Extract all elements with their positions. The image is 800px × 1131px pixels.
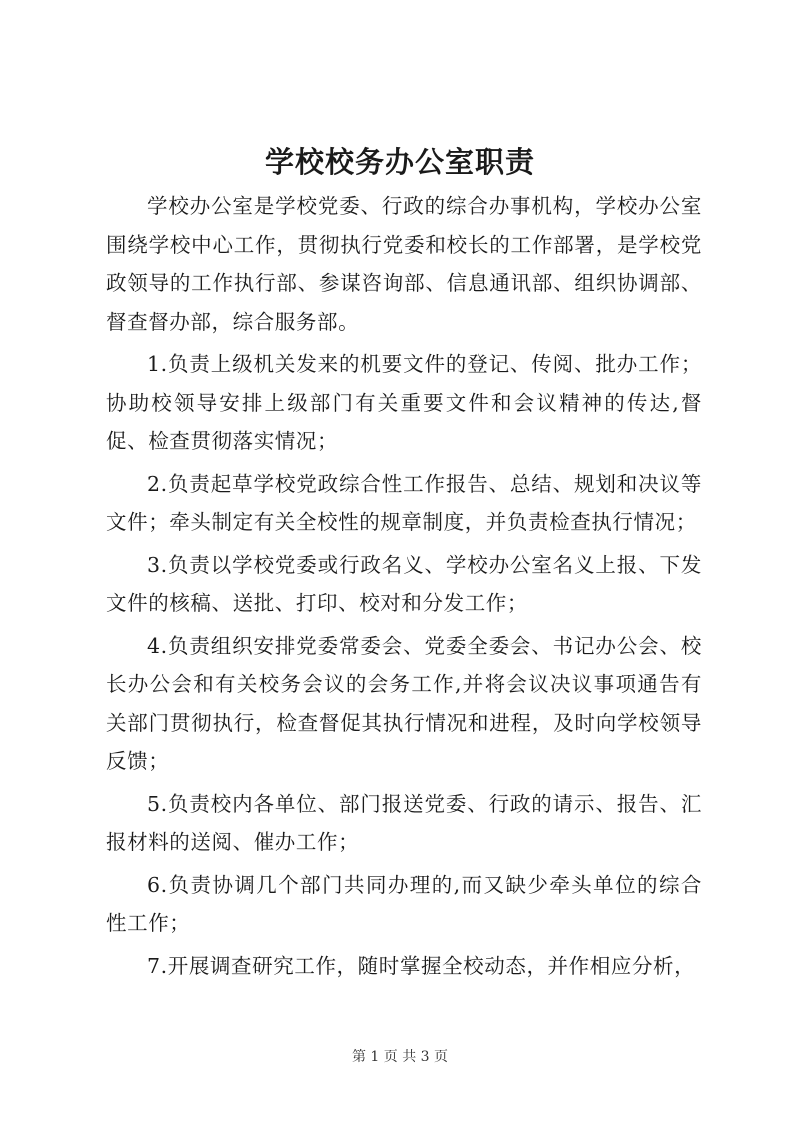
paragraph-item-3: 3.负责以学校党委或行政名义、学校办公室名义上报、下发文件的核稿、送批、打印、校对和分发工作； xyxy=(106,552,702,615)
document-title: 学校校务办公室职责 xyxy=(264,145,535,179)
document-body xyxy=(106,187,702,989)
paragraph-item-2: 2.负责起草学校党政综合性工作报告、总结、规划和决议等文件；牵头制定有关全校性的规章制度，并负责检查执行情况； xyxy=(106,471,702,534)
paragraph-item-4: 4.负责组织安排党委常委会、党委全委会、书记办公会、校长办公会和有关校务会议的会务工作,并将会议决议事项通告有关部门贯彻执行，检查督促其执行情况和进程，及时向学校领导反馈； xyxy=(106,633,702,773)
paragraph-intro: 学校办公室是学校党委、行政的综合办事机构，学校办公室围绕学校中心工作，贯彻执行党委和校长的工作部署，是学校党政领导的工作执行部、参谋咨询部、信息通讯部、组织协调部、督查督办部，综合服务部。 xyxy=(106,194,702,334)
paragraph-item-7: 7.开展调查研究工作，随时掌握全校动态，并作相应分析， xyxy=(147,953,696,978)
paragraph-item-5: 5.负责校内各单位、部门报送党委、行政的请示、报告、汇报材料的送阅、催办工作； xyxy=(106,791,702,854)
paragraph-item-1: 1.负责上级机关发来的机要文件的登记、传阅、批办工作；协助校领导安排上级部门有关重要文件和会议精神的传达,督促、检查贯彻落实情况； xyxy=(106,352,702,453)
paragraph-item-6: 6.负责协调几个部门共同办理的,而又缺少牵头单位的综合性工作； xyxy=(106,872,702,935)
page-number-footer: 第 1 页 共 3 页 xyxy=(351,1049,449,1065)
